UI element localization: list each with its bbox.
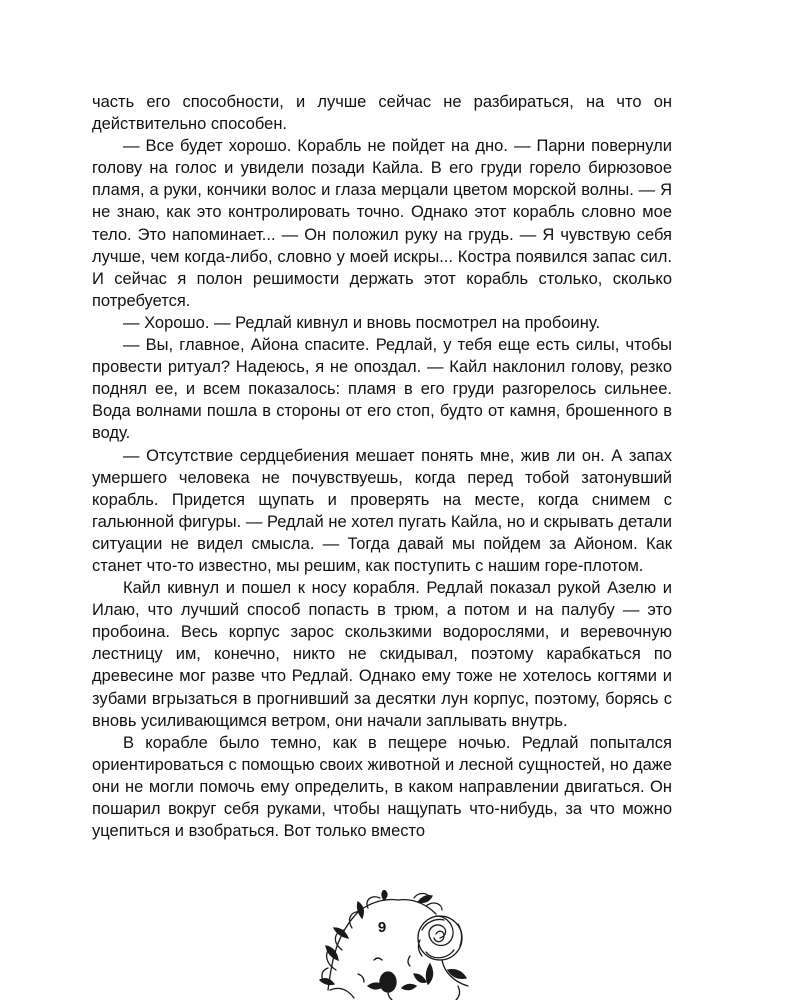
rose-vignette-icon bbox=[318, 890, 474, 1000]
page-number: 9 bbox=[377, 919, 387, 936]
paragraph: — Все будет хорошо. Корабль не пойдет на дно. — Парни повернули голову на голос и увидели позади Кайла. В его груди горело бирюзовое пламя, а руки, кончики волос и глаза мерцали цветом морской волны. — Я не знаю, как это контролировать точно. Однако этот корабль словно мое тело. Это напоминает... — Он положил руку на грудь. — Я чувствую себя лучше, чем когда-либо, словно у моей искры... Костра появился запас сил. И сейчас я полон решимости держать этот корабль столько, сколько потребуется. bbox=[92, 137, 672, 310]
body-text bbox=[92, 91, 672, 842]
paragraph: — Отсутствие сердцебиения мешает понять мне, жив ли он. А запах умершего человека не почувствуешь, когда перед тобой затонувший корабль. Придется щупать и проверять на месте, когда снимем с гальюнной фигуры. — Редлай не хотел пугать Кайла, но и скрывать детали ситуации не видел смысла. — Тогда давай мы пойдем за Айоном. Как станет что-то известно, мы решим, как поступить с нашим горе-плотом. bbox=[92, 446, 672, 575]
paragraph: — Хорошо. — Редлай кивнул и вновь посмотрел на пробоину. bbox=[123, 313, 601, 332]
paragraph: — Вы, главное, Айона спасите. Редлай, у тебя еще есть силы, чтобы провести ритуал? Надеюсь, я не опоздал. — Кайл наклонил голову, резко поднял ее, и всем показалось: пламя в его груди разгорелось сильнее. Вода волнами пошла в стороны от его стоп, будто от камня, брошенного в воду. bbox=[92, 336, 672, 443]
paragraph: В корабле было темно, как в пещере ночью. Редлай попытался ориентироваться с помощью своих животной и лесной сущностей, но даже они не могли помочь ему определить, в каком направлении двигаться. Он пошарил вокруг себя руками, чтобы нащупать что-нибудь, за что можно уцепиться и взобраться. Вот только вместо bbox=[92, 733, 672, 841]
paragraph-continuation: часть его способности, и лучше сейчас не разбираться, на что он действительно способен. bbox=[92, 93, 672, 134]
paragraph: Кайл кивнул и пошел к носу корабля. Редлай показал рукой Азелю и Илаю, что лучший способ попасть в трюм, а потом и на палубу — это пробоина. Весь корпус зарос скользкими водорослями, и веревочную лестницу им, конечно, никто не скидывал, поэтому карабкаться по древесине мог разве что Редлай. Однако ему тоже не хотелось когтями и зубами вгрызаться в прогнивший за десятки лун корпус, поэтому, борясь с вновь усиливающимся ветром, они начали заплывать внутрь. bbox=[92, 579, 672, 730]
